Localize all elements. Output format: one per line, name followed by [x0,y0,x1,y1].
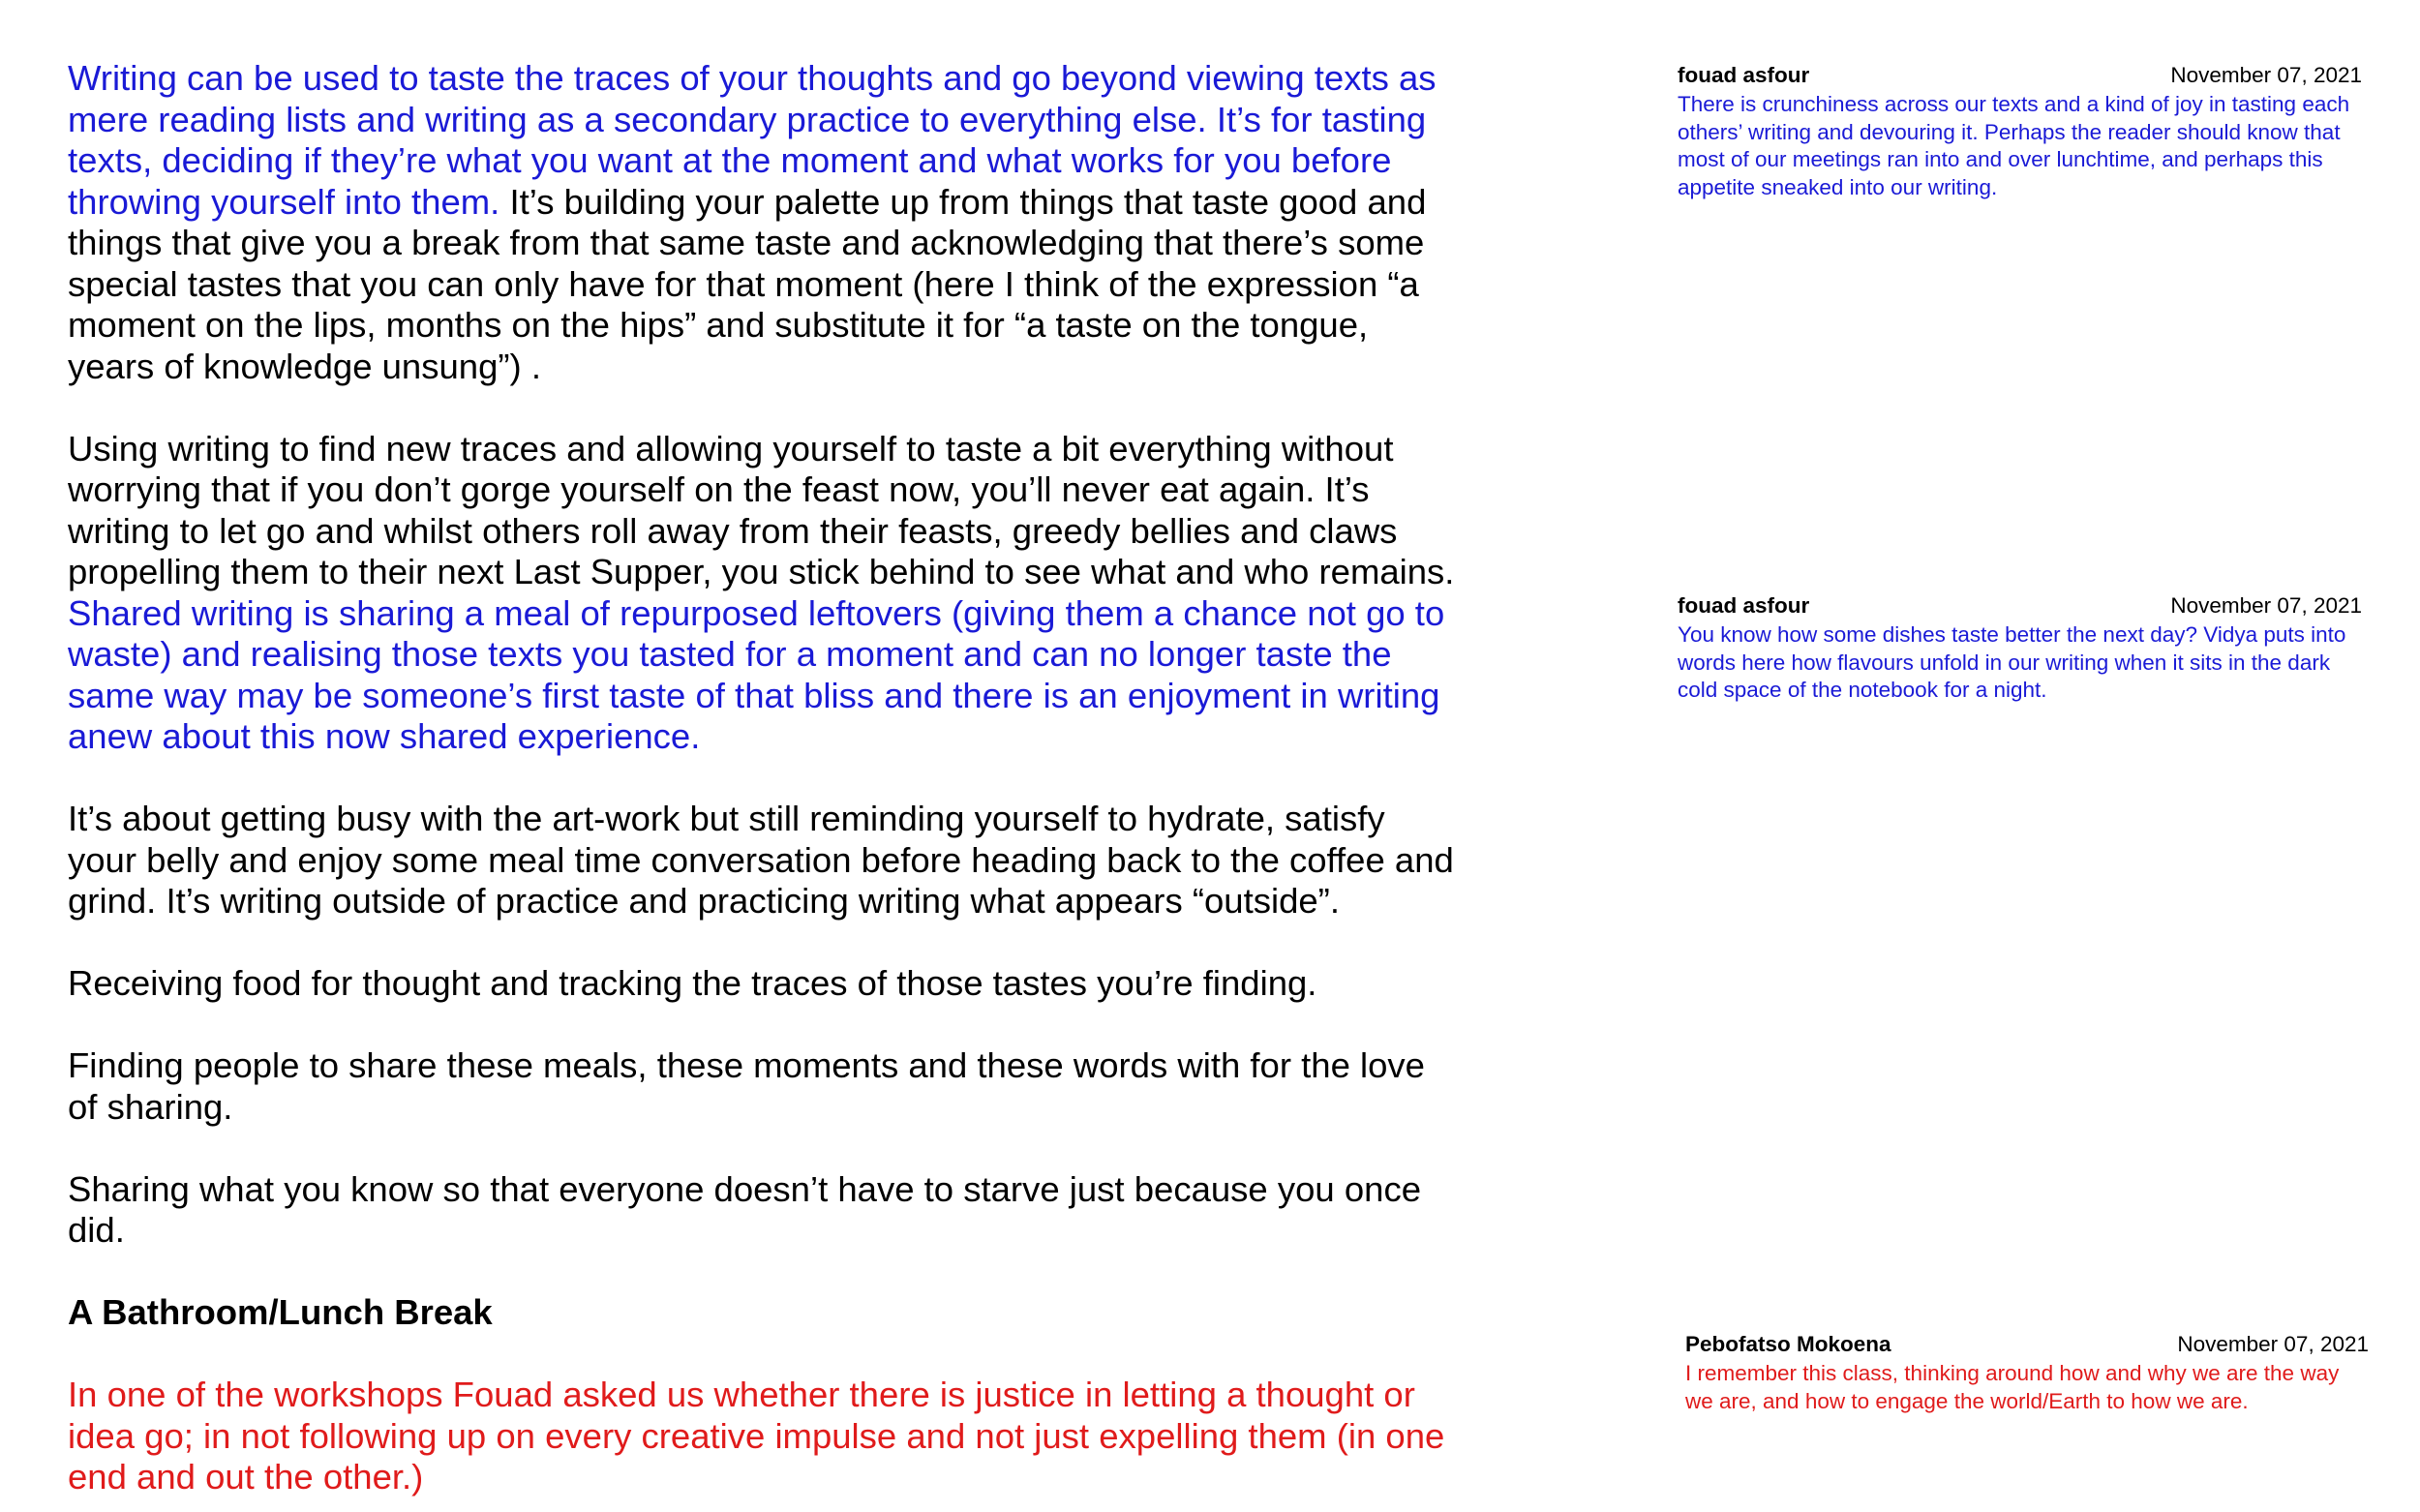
section-heading: A Bathroom/Lunch Break [68,1292,493,1332]
highlighted-text-blue: Shared writing is sharing a meal of repurposed leftovers (giving them a chance not go to waste) and realising those texts you tasted for a moment and can no longer taste the same way may be someone’s first taste of that bliss and there is an enjoyment in writing anew about this now shared experience. [68,592,1445,756]
paragraph-5: Finding people to share these meals, these moments and these words with for the love of sharing. [68,1045,1425,1127]
comment-1[interactable] [1678,62,2362,201]
comment-header [1678,592,2362,621]
comment-3[interactable] [1685,1331,2369,1415]
paragraph-text: It’s building your palette up from things that taste good and things that give you a break from that same taste and acknowledging that there’s some special tastes that you can only have for that moment (here I think of the expression “a moment on the lips, months on the hips” and substitute it for “a taste on the tongue, years of knowledge unsung”) . [68,181,1427,386]
document-body [68,58,1462,1498]
comment-date: November 07, 2021 [2177,1332,2369,1356]
comment-text: I remember this class, thinking around how and why we are the way we are, and how to engage the world/Earth to how we are. [1685,1361,2340,1413]
paragraph-3: It’s about getting busy with the art-work but still reminding yourself to hydrate, satisfy your belly and enjoy some meal time conversation before heading back to the coffee and grind. It’s writing outside of practice and practicing writing what appears “outside”. [68,799,1454,921]
paragraph-text: Using writing to find new traces and allowing yourself to taste a bit everything without worrying that if you don’t gorge yourself on the feast now, you’ll never eat again. It’s writing to let go and whilst others roll away from their feasts, greedy bellies and claws propelling them to their next Last Supper, you stick behind to see what and who remains. [68,428,1455,591]
paragraph-4: Receiving food for thought and tracking the traces of those tastes you’re finding. [68,963,1317,1003]
paragraph-6: Sharing what you know so that everyone doesn’t have to starve just because you once did. [68,1168,1421,1250]
paragraph-1 [68,58,1462,387]
comment-text: There is crunchiness across our texts and a kind of joy in tasting each others’ writing and devouring it. Perhaps the reader should know that most of our meetings ran into and over lunchtime, and perhaps this appetite sneaked into our writing. [1678,92,2350,199]
comment-text: You know how some dishes taste better the next day? Vidya puts into words here how flavours unfold in our writing when it sits in the dark cold space of the notebook for a night. [1678,622,2346,702]
comment-author: fouad asfour [1678,63,1810,87]
comment-date: November 07, 2021 [2170,593,2362,618]
comment-header [1685,1331,2369,1360]
comment-header [1678,62,2362,91]
comment-author: fouad asfour [1678,593,1810,618]
comment-2[interactable] [1678,592,2362,705]
paragraph-2 [68,429,1462,758]
comment-author: Pebofatso Mokoena [1685,1332,1891,1356]
highlighted-text-red: In one of the workshops Fouad asked us whether there is justice in letting a thought or idea go; in not following up on every creative impulse and not just expelling them (in one end and out the other.) [68,1375,1445,1497]
comment-date: November 07, 2021 [2170,63,2362,87]
highlighted-text-blue: Writing can be used to taste the traces of your thoughts and go beyond viewing texts as mere reading lists and writing as a secondary practice to everything else. It’s for tasting texts, deciding if they’re what you want at the moment and what works for you before throwing yourself into them. [68,58,1437,222]
